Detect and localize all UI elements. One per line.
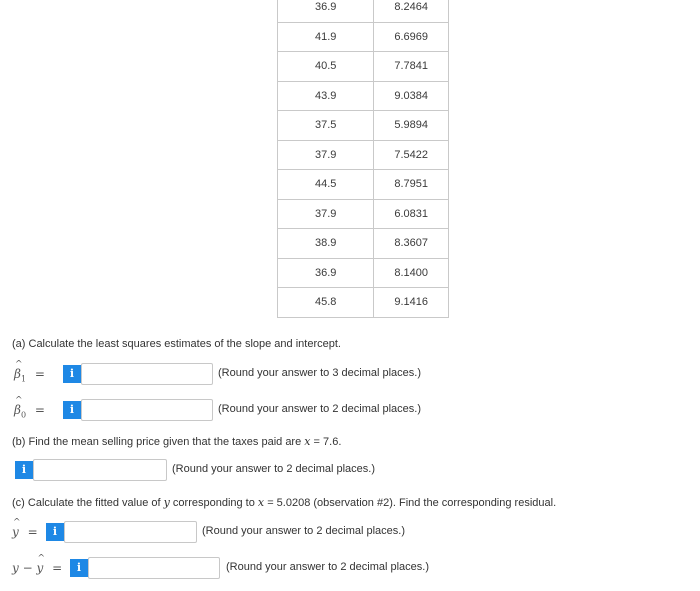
part-b-prompt-value: = 7.6.	[310, 436, 342, 448]
table-row	[278, 258, 449, 288]
table-cell-y: 8.7951	[374, 170, 449, 200]
beta1-subscript: 1	[20, 374, 27, 384]
part-b-prompt	[12, 435, 341, 448]
yhat-label	[12, 525, 38, 539]
table-cell-y: 8.2464	[374, 0, 449, 22]
table-row	[278, 288, 449, 318]
table-cell-x: 43.9	[278, 81, 374, 111]
yhat-symbol: ^ y	[12, 525, 19, 539]
yhat-info-icon[interactable]: i	[46, 523, 64, 541]
residual-round-note: (Round your answer to 2 decimal places.)	[226, 561, 429, 573]
residual-label	[12, 561, 62, 575]
residual-info-icon[interactable]: i	[70, 559, 88, 577]
table-cell-y: 7.7841	[374, 52, 449, 82]
table-cell-x: 37.9	[278, 140, 374, 170]
part-c-prompt	[12, 496, 556, 509]
table-row	[278, 81, 449, 111]
table-row	[278, 229, 449, 259]
beta1-answer-input[interactable]	[81, 363, 213, 385]
part-c-prompt-rest: = 5.0208 (observation #2). Find the corresponding residual.	[264, 497, 557, 509]
table-cell-y: 7.5422	[374, 140, 449, 170]
beta1-round-note: (Round your answer to 3 decimal places.)	[218, 367, 421, 379]
mean-price-info-icon[interactable]: i	[15, 461, 33, 479]
table-cell-x: 44.5	[278, 170, 374, 200]
table-row	[278, 140, 449, 170]
table-row	[278, 0, 449, 22]
beta0-info-icon[interactable]: i	[63, 401, 81, 419]
beta1-equals: =	[34, 367, 45, 381]
table-cell-x: 36.9	[278, 258, 374, 288]
residual-equals: =	[52, 561, 63, 575]
part-a-prompt: (a) Calculate the least squares estimates of the slope and intercept.	[12, 338, 341, 350]
table-cell-x: 41.9	[278, 22, 374, 52]
beta1-info-icon[interactable]: i	[63, 365, 81, 383]
table-row	[278, 52, 449, 82]
mean-price-answer-input[interactable]	[33, 459, 167, 481]
table-cell-y: 8.1400	[374, 258, 449, 288]
beta0-subscript: 0	[20, 410, 27, 420]
beta0-round-note: (Round your answer to 2 decimal places.)	[218, 403, 421, 415]
table-cell-x: 45.8	[278, 288, 374, 318]
part-c-var-x: x	[257, 496, 265, 509]
residual-answer-input[interactable]	[88, 557, 220, 579]
table-row	[278, 111, 449, 141]
yhat-answer-input[interactable]	[64, 521, 197, 543]
part-c-prompt-mid: corresponding to	[169, 497, 258, 509]
beta1-label	[14, 367, 45, 383]
table-cell-y: 8.3607	[374, 229, 449, 259]
mean-price-round-note: (Round your answer to 2 decimal places.)	[172, 463, 375, 475]
table-cell-y: 9.1416	[374, 288, 449, 318]
table-cell-y: 5.9894	[374, 111, 449, 141]
residual-lhs: y −	[12, 561, 33, 575]
table-row	[278, 199, 449, 229]
beta0-equals: =	[34, 403, 45, 417]
beta0-symbol: ^ β	[14, 403, 21, 417]
table-cell-y: 6.0831	[374, 199, 449, 229]
data-table-body	[278, 0, 449, 317]
part-c-var-y: y	[163, 496, 170, 509]
part-c-prompt-text: (c) Calculate the fitted value of	[12, 497, 164, 509]
beta1-symbol: ^ β	[14, 367, 21, 381]
table-row	[278, 22, 449, 52]
table-cell-x: 40.5	[278, 52, 374, 82]
table-cell-x: 38.9	[278, 229, 374, 259]
table-row	[278, 170, 449, 200]
part-b-prompt-text: (b) Find the mean selling price given that the taxes paid are	[12, 436, 305, 448]
table-cell-x: 36.9	[278, 0, 374, 22]
beta0-answer-input[interactable]	[81, 399, 213, 421]
table-cell-y: 6.6969	[374, 22, 449, 52]
table-cell-x: 37.5	[278, 111, 374, 141]
yhat-round-note: (Round your answer to 2 decimal places.)	[202, 525, 405, 537]
table-cell-y: 9.0384	[374, 81, 449, 111]
data-table	[277, 0, 449, 318]
part-b-var-x: x	[304, 435, 311, 448]
residual-yhat-symbol: ^ y	[36, 561, 43, 575]
yhat-equals: =	[27, 525, 38, 539]
table-cell-x: 37.9	[278, 199, 374, 229]
beta0-label	[14, 403, 45, 419]
